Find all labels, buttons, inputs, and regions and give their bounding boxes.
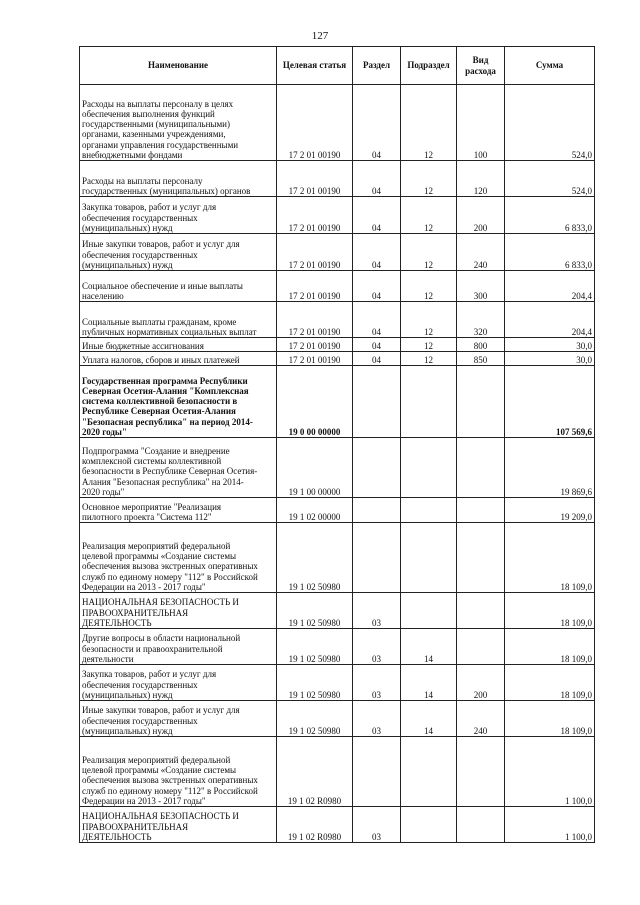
row-subsection: 14 <box>401 701 457 737</box>
row-amount: 18 109,0 <box>505 629 595 665</box>
table-row <box>80 85 595 161</box>
row-expense-type: 850 <box>457 352 505 366</box>
row-expense-type <box>457 807 505 843</box>
row-target-code: 17 2 01 00190 <box>277 161 353 197</box>
table-row <box>80 498 595 523</box>
row-subsection: 12 <box>401 234 457 271</box>
budget-table <box>79 46 595 843</box>
row-target-code: 19 1 02 50980 <box>277 593 353 629</box>
row-name <box>80 438 277 498</box>
row-expense-type <box>457 593 505 629</box>
row-name <box>80 197 277 234</box>
table-header-row <box>80 47 595 85</box>
row-target-code: 17 2 01 00190 <box>277 234 353 271</box>
row-name <box>80 234 277 271</box>
row-subsection <box>401 498 457 523</box>
row-name-text: Расходы на выплаты персоналу государственных (муниципальных) органов <box>82 175 251 196</box>
table-row <box>80 352 595 366</box>
row-section: 04 <box>353 85 401 161</box>
row-name-text: Закупка товаров, работ и услуг для обеспечения государственных (муниципальных) нужд <box>82 202 217 233</box>
row-target-code: 19 1 02 50980 <box>277 523 353 593</box>
row-subsection: 12 <box>401 161 457 197</box>
row-subsection <box>401 366 457 438</box>
row-amount: 30,0 <box>505 338 595 352</box>
row-expense-type: 320 <box>457 302 505 338</box>
header-subsection: Подраздел <box>401 47 457 85</box>
row-name <box>80 523 277 593</box>
row-name <box>80 701 277 737</box>
row-amount: 18 109,0 <box>505 593 595 629</box>
table-row <box>80 593 595 629</box>
row-name-text: Уплата налогов, сборов и иных платежей <box>82 354 240 365</box>
row-section <box>353 523 401 593</box>
row-subsection: 14 <box>401 665 457 701</box>
row-name <box>80 352 277 366</box>
row-name <box>80 593 277 629</box>
row-name-text: Государственная программа Республики Северная Осетия-Алания "Комплексная система коллективной безопасности в Республике Северная Осетия-Алания "Безопасная республика" на период 2014- 2020 годы" <box>82 375 253 437</box>
row-subsection <box>401 438 457 498</box>
row-expense-type: 100 <box>457 85 505 161</box>
row-expense-type: 120 <box>457 161 505 197</box>
row-amount: 18 109,0 <box>505 701 595 737</box>
row-target-code: 17 2 01 00190 <box>277 197 353 234</box>
row-section <box>353 498 401 523</box>
row-expense-type: 800 <box>457 338 505 352</box>
row-name-text: Иные закупки товаров, работ и услуг для обеспечения государственных (муниципальных) нужд <box>82 239 240 270</box>
row-name <box>80 271 277 302</box>
row-target-code: 17 2 01 00190 <box>277 271 353 302</box>
row-target-code: 19 1 02 R0980 <box>277 807 353 843</box>
row-amount: 19 209,0 <box>505 498 595 523</box>
row-name-text: Закупка товаров, работ и услуг для обеспечения государственных (муниципальных) нужд <box>82 669 217 700</box>
row-subsection: 12 <box>401 85 457 161</box>
row-target-code: 19 0 00 00000 <box>277 366 353 438</box>
row-expense-type: 240 <box>457 701 505 737</box>
row-name-text: Расходы на выплаты персоналу в целях обеспечения выполнения функций государственными (муниципальными) органами, казенными учреждениями, органами управления государственными внебюджетными фондами <box>82 98 239 160</box>
row-subsection: 12 <box>401 302 457 338</box>
row-target-code: 19 1 02 50980 <box>277 665 353 701</box>
row-amount: 107 569,6 <box>505 366 595 438</box>
table-row <box>80 197 595 234</box>
row-name-text: Другие вопросы в области национальной безопасности и правоохранительной деятельности <box>82 633 241 664</box>
row-amount: 6 833,0 <box>505 234 595 271</box>
row-section <box>353 366 401 438</box>
row-expense-type: 200 <box>457 197 505 234</box>
row-name-text: Иные бюджетные ассигнования <box>82 340 204 351</box>
header-expense-type: Вид расхода <box>457 47 505 85</box>
table-row <box>80 366 595 438</box>
row-subsection: 12 <box>401 271 457 302</box>
row-expense-type <box>457 629 505 665</box>
row-amount: 18 109,0 <box>505 665 595 701</box>
row-subsection <box>401 737 457 807</box>
table-row <box>80 701 595 737</box>
row-section: 04 <box>353 161 401 197</box>
row-name-text: Социальное обеспечение и иные выплаты населению <box>82 280 243 301</box>
row-section <box>353 438 401 498</box>
header-section: Раздел <box>353 47 401 85</box>
row-section: 04 <box>353 197 401 234</box>
row-name <box>80 302 277 338</box>
row-name <box>80 366 277 438</box>
table-row <box>80 338 595 352</box>
row-section: 03 <box>353 593 401 629</box>
header-amount: Сумма <box>505 47 595 85</box>
row-amount: 1 100,0 <box>505 807 595 843</box>
row-expense-type <box>457 523 505 593</box>
row-expense-type <box>457 737 505 807</box>
row-name-text: Основное мероприятие "Реализация пилотного проекта "Система 112" <box>82 501 222 522</box>
row-subsection: 12 <box>401 197 457 234</box>
row-name <box>80 161 277 197</box>
row-section: 04 <box>353 271 401 302</box>
row-section: 04 <box>353 352 401 366</box>
row-amount: 6 833,0 <box>505 197 595 234</box>
row-amount: 19 869,6 <box>505 438 595 498</box>
row-name <box>80 737 277 807</box>
row-subsection <box>401 807 457 843</box>
row-section: 03 <box>353 629 401 665</box>
row-target-code: 17 2 01 00190 <box>277 302 353 338</box>
row-target-code: 17 2 01 00190 <box>277 338 353 352</box>
row-amount: 204,4 <box>505 302 595 338</box>
row-section <box>353 737 401 807</box>
page-number: 127 <box>311 30 329 42</box>
row-section: 04 <box>353 302 401 338</box>
row-target-code: 19 1 02 50980 <box>277 629 353 665</box>
row-amount: 524,0 <box>505 85 595 161</box>
row-expense-type: 200 <box>457 665 505 701</box>
row-name <box>80 498 277 523</box>
table-row <box>80 271 595 302</box>
row-subsection: 12 <box>401 338 457 352</box>
row-name-text: НАЦИОНАЛЬНАЯ БЕЗОПАСНОСТЬ И ПРАВООХРАНИТЕЛЬНАЯ ДЕЯТЕЛЬНОСТЬ <box>82 597 239 628</box>
row-name <box>80 807 277 843</box>
row-name-text: НАЦИОНАЛЬНАЯ БЕЗОПАСНОСТЬ И ПРАВООХРАНИТЕЛЬНАЯ ДЕЯТЕЛЬНОСТЬ <box>82 811 239 842</box>
row-section: 03 <box>353 701 401 737</box>
row-name <box>80 629 277 665</box>
row-subsection <box>401 523 457 593</box>
table-row <box>80 807 595 843</box>
row-section: 03 <box>353 807 401 843</box>
row-section: 04 <box>353 338 401 352</box>
row-target-code: 19 1 02 R0980 <box>277 737 353 807</box>
row-target-code: 17 2 01 00190 <box>277 85 353 161</box>
row-name-text: Реализация мероприятий федеральной целевой программы «Создание системы обеспечения вызова экстренных оперативных служб по единому номеру "112" в Российской Федерации на 2013 - 2017 годы" <box>82 754 258 806</box>
header-target: Целевая статья <box>277 47 353 85</box>
row-name <box>80 85 277 161</box>
row-amount: 18 109,0 <box>505 523 595 593</box>
row-name-text: Реализация мероприятий федеральной целевой программы «Создание системы обеспечения вызова экстренных оперативных служб по единому номеру "112" в Российской Федерации на 2013 - 2017 годы" <box>82 540 258 592</box>
row-subsection <box>401 593 457 629</box>
row-section: 04 <box>353 234 401 271</box>
row-name-text: Подпрограмма "Создание и внедрение комплексной системы коллективной безопасности в Республике Северная Осетия- Алания "Безопасная республика" на 2014- 2020 годы" <box>82 445 258 497</box>
row-expense-type: 240 <box>457 234 505 271</box>
row-expense-type <box>457 498 505 523</box>
row-name <box>80 338 277 352</box>
row-section: 03 <box>353 665 401 701</box>
header-name: Наименование <box>80 47 277 85</box>
row-expense-type: 300 <box>457 271 505 302</box>
table-row <box>80 737 595 807</box>
table-row <box>80 438 595 498</box>
row-name-text: Социальные выплаты гражданам, кроме публичных нормативных социальных выплат <box>82 316 257 337</box>
row-subsection: 14 <box>401 629 457 665</box>
row-target-code: 19 1 02 00000 <box>277 498 353 523</box>
row-name <box>80 665 277 701</box>
table-row <box>80 665 595 701</box>
table-row <box>80 629 595 665</box>
row-amount: 30,0 <box>505 352 595 366</box>
row-amount: 524,0 <box>505 161 595 197</box>
row-amount: 204,4 <box>505 271 595 302</box>
table-row <box>80 302 595 338</box>
row-target-code: 19 1 00 00000 <box>277 438 353 498</box>
row-expense-type <box>457 438 505 498</box>
table-row <box>80 234 595 271</box>
row-expense-type <box>457 366 505 438</box>
row-subsection: 12 <box>401 352 457 366</box>
table-row <box>80 161 595 197</box>
table-row <box>80 523 595 593</box>
row-amount: 1 100,0 <box>505 737 595 807</box>
row-target-code: 19 1 02 50980 <box>277 701 353 737</box>
row-name-text: Иные закупки товаров, работ и услуг для обеспечения государственных (муниципальных) нужд <box>82 705 240 736</box>
row-target-code: 17 2 01 00190 <box>277 352 353 366</box>
